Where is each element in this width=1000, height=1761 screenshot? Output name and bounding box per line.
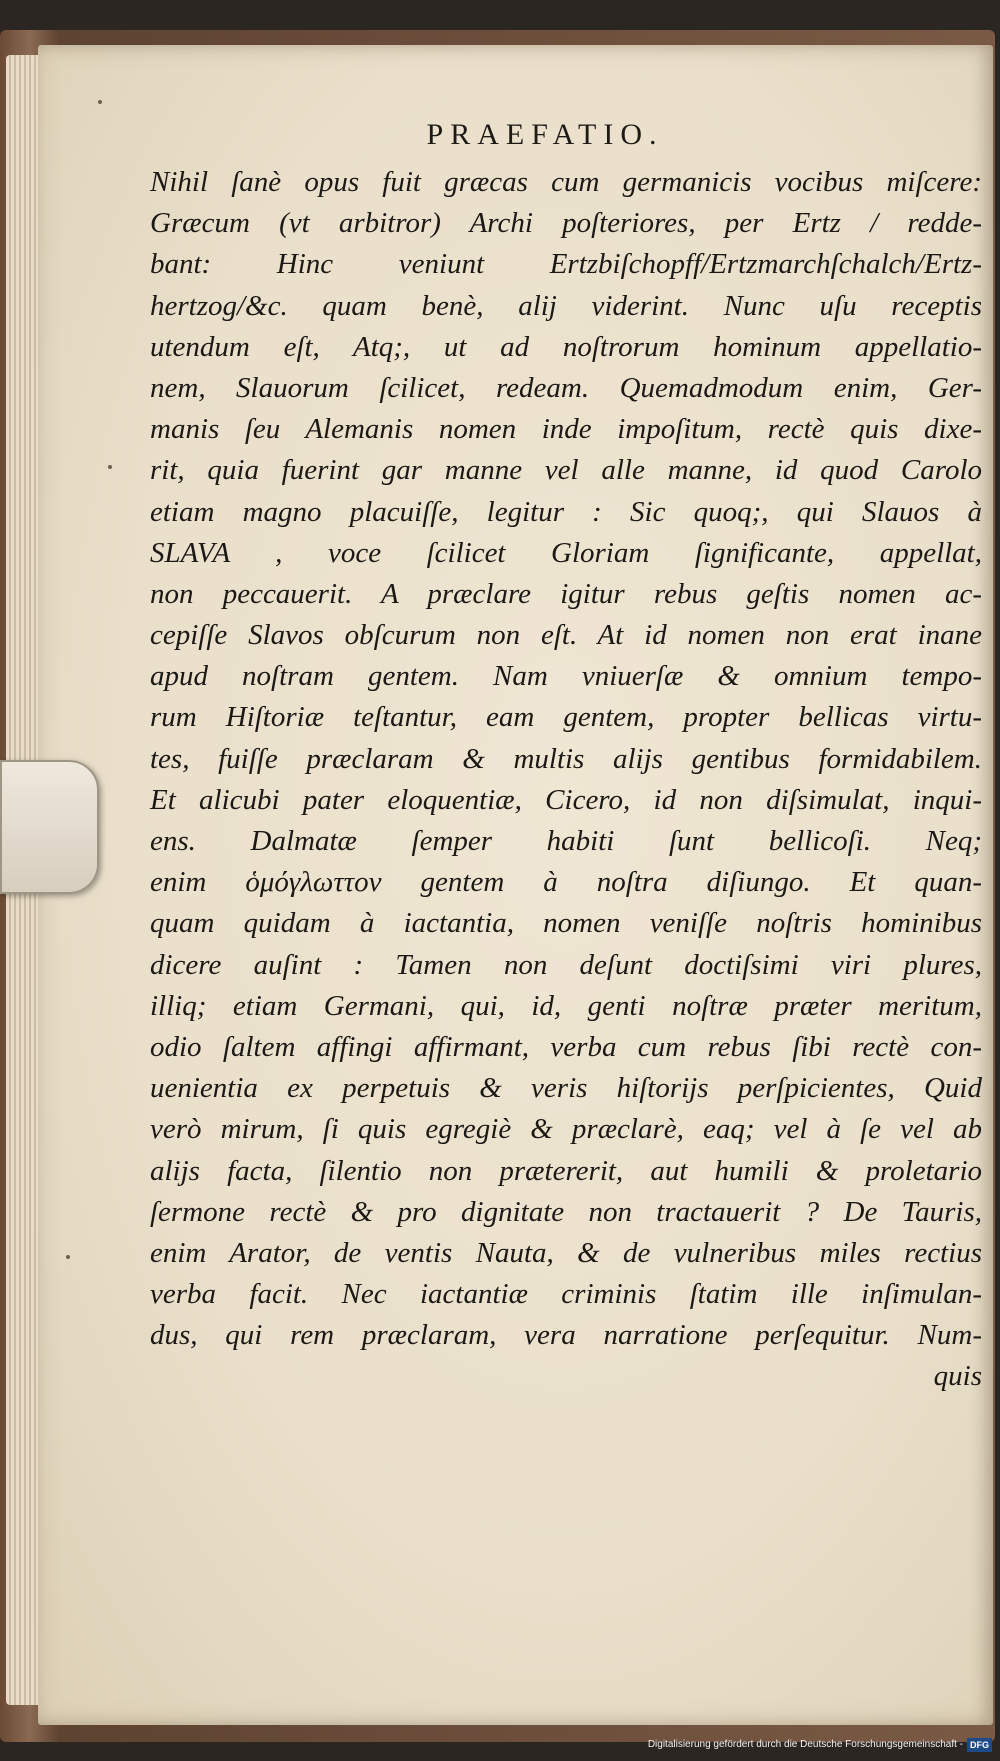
- text-line: rum Hiſtoriæ teſtantur, eam gentem, propter bellicas virtu-: [150, 701, 982, 734]
- text-line: enim ὁμόγλωττον gentem à noſtra diſiungo. Et quan-: [150, 866, 982, 899]
- digitization-footer: [648, 1735, 992, 1755]
- text-line: rit, quia fuerint gar manne vel alle manne, id quod Carolo: [150, 454, 982, 487]
- text-line: Nihil ſanè opus fuit græcas cum germanicis vocibus miſcere:: [150, 166, 982, 198]
- paper-speck: [108, 465, 112, 469]
- page-clip: [0, 760, 99, 894]
- text-line: ſermone rectè & pro dignitate non tractauerit ? De Tauris,: [150, 1195, 982, 1228]
- text-line: odio ſaltem affingi affirmant, verba cum rebus ſibi rectè con-: [150, 1030, 982, 1063]
- text-line: nem, Slauorum ſcilicet, redeam. Quemadmodum enim, Ger-: [150, 371, 982, 404]
- text-line: cepiſſe Slavos obſcurum non eſt. At id nomen non erat inane: [150, 619, 982, 652]
- text-line: SLAVA , voce ſcilicet Gloriam ſignificante, appellat,: [150, 536, 982, 569]
- text-line: utendum eſt, Atq;, ut ad noſtrorum hominum appellatio-: [150, 330, 982, 363]
- text-line: tes, fuiſſe præclaram & multis alijs gentibus formidabilem.: [150, 742, 982, 775]
- dfg-logo: DFG: [967, 1738, 992, 1752]
- text-line: manis ſeu Alemanis nomen inde impoſitum, rectè quis dixe-: [150, 413, 982, 446]
- footer-text: Digitalisierung gefördert durch die Deutsche Forschungsgemeinschaft -: [647, 1739, 963, 1750]
- paper-speck: [66, 1255, 70, 1259]
- text-line: quam quidam à iactantia, nomen veniſſe noſtris hominibus: [150, 907, 982, 940]
- text-line: verò mirum, ſi quis egregiè & præclarè, eaq; vel à ſe vel ab: [150, 1113, 982, 1146]
- page-header: PRAEFATIO.: [426, 118, 664, 151]
- text-line: quis: [933, 1360, 982, 1393]
- text-line: Et alicubi pater eloquentiæ, Cicero, id non diſsimulat, inqui-: [150, 783, 982, 816]
- text-line: Græcum (vt arbitror) Archi poſteriores, per Ertz / redde-: [150, 207, 982, 240]
- text-line: enim Arator, de ventis Nauta, & de vulneribus miles rectius: [150, 1236, 982, 1269]
- text-line: uenientia ex perpetuis & veris hiſtorijs perſpicientes, Quid: [150, 1072, 982, 1105]
- text-line: etiam magno placuiſſe, legitur : Sic quoq;, qui Slauos à: [150, 495, 982, 528]
- text-line: dicere auſint : Tamen non deſunt doctiſsimi viri plures,: [150, 948, 982, 981]
- text-line: alijs facta, ſilentio non prætererit, aut humili & proletario: [150, 1154, 982, 1187]
- text-line: illiq; etiam Germani, qui, id, genti noſtræ præter meritum,: [150, 989, 982, 1022]
- text-line: apud noſtram gentem. Nam vniuerſæ & omnium tempo-: [150, 660, 982, 693]
- body-text: [150, 162, 982, 1398]
- text-line: hertzog/&c. quam benè, alij viderint. Nunc uſu receptis: [150, 289, 982, 322]
- text-line: verba facit. Nec iactantiæ criminis ſtatim ille inſimulan-: [150, 1278, 982, 1311]
- text-line: bant: Hinc veniunt Ertzbiſchopff/Ertzmarchſchalch/Ertz-: [150, 248, 982, 281]
- paper-speck: [98, 100, 102, 104]
- text-line: non peccauerit. A præclare igitur rebus geſtis nomen ac-: [150, 577, 982, 610]
- text-line: ens. Dalmatæ ſemper habiti ſunt bellicoſi. Neq;: [150, 825, 982, 857]
- text-line: dus, qui rem præclaram, vera narratione perſequitur. Num-: [150, 1319, 982, 1352]
